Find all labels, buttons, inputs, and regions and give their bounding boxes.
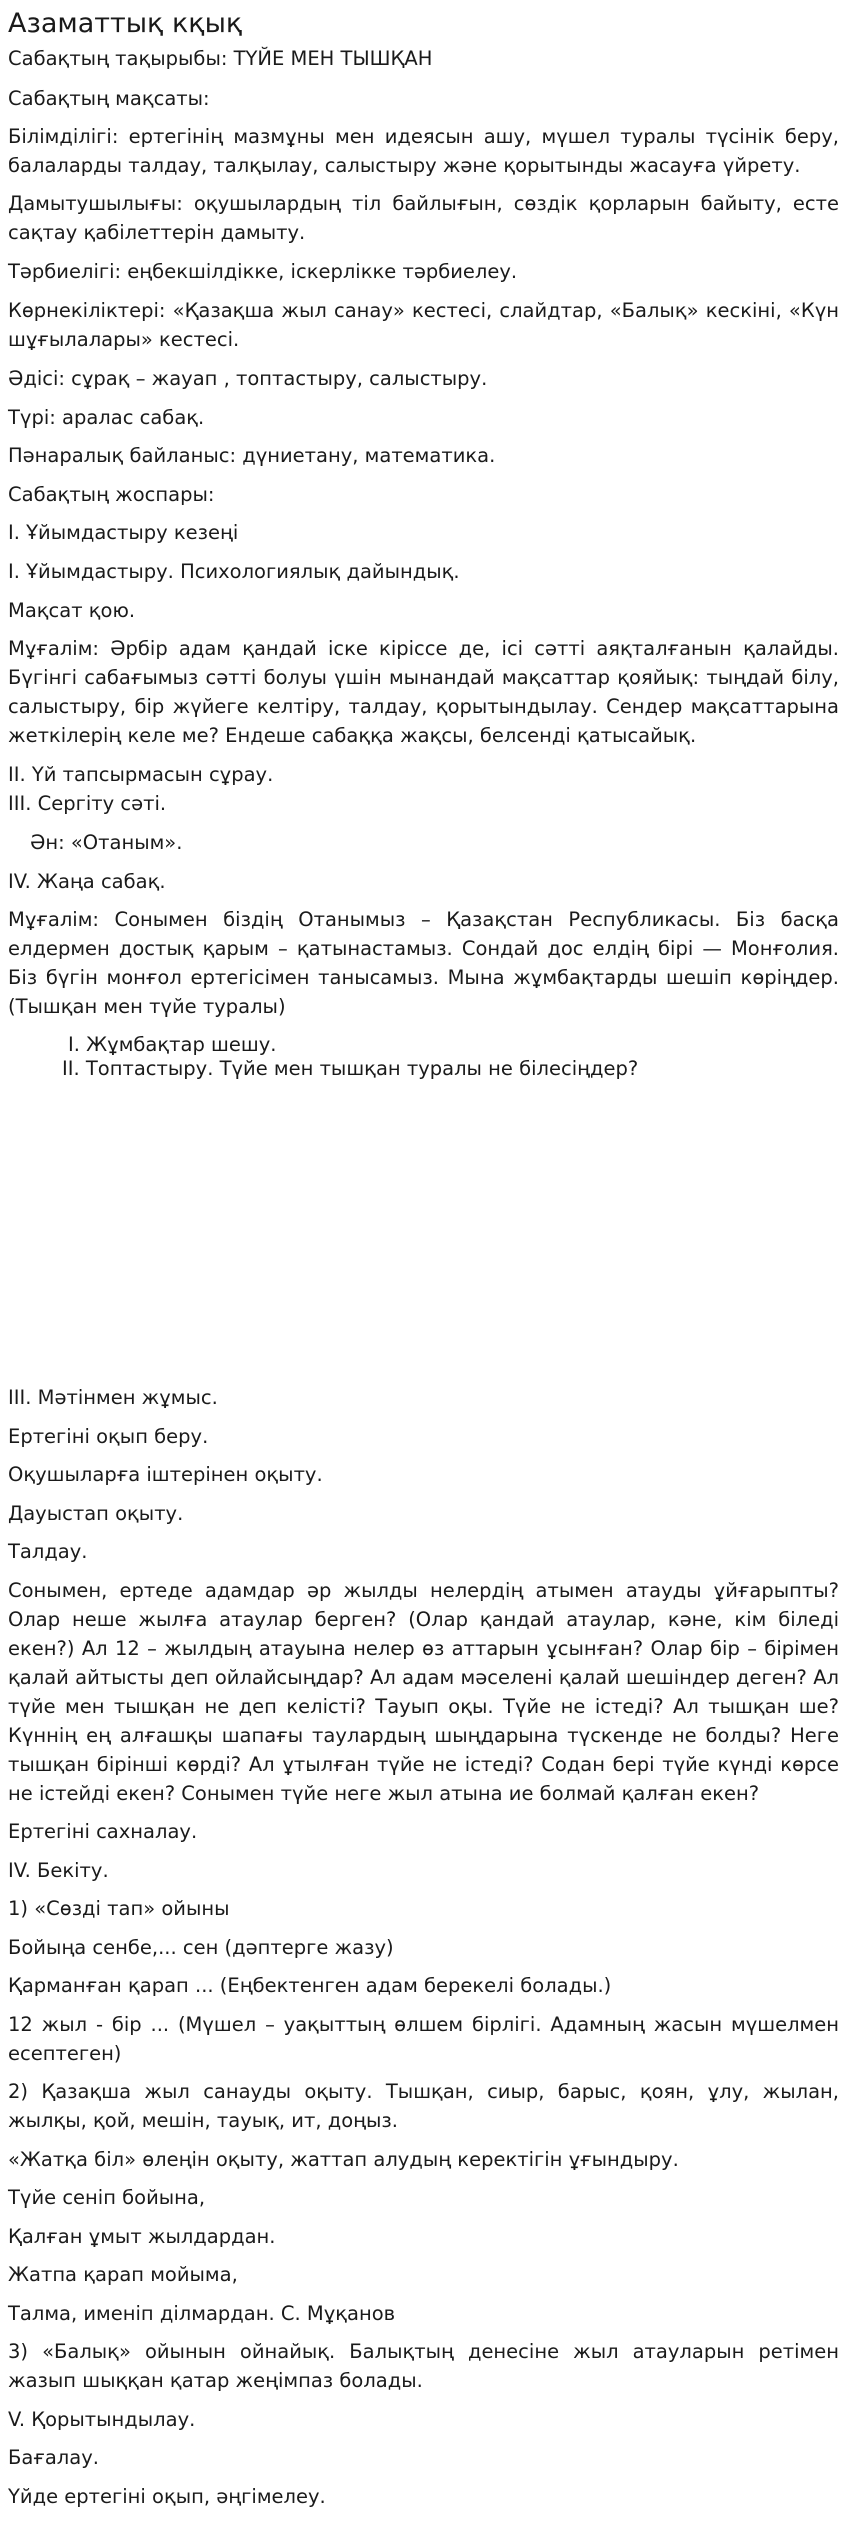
game-find-word-a: Бойыңа сенбе,... сен (дәптерге жазу)	[8, 1936, 394, 1959]
aloud-reading: Дауыстап оқыту.	[8, 1502, 184, 1525]
goal-developmental: Дамытушылығы: оқушылардың тіл байлығын, сөздік қорларын байыту, есте сақтау қабілеттерін дамыту.	[8, 192, 839, 244]
document-title: Азаматтық кқық	[8, 8, 243, 39]
game-find-word: 1) «Сөзді тап» ойыны	[8, 1897, 230, 1920]
analysis-questions: Сонымен, ертеде адамдар әр жылды нелердің атымен атауды ұйғарыпты? Олар неше жылға атаулар берген? (Олар қандай атаулар, кәне, кім біледі екен?) Ал 12 – жылдың атауына нелер өз аттарын ұсынған? Олар бір – бірімен қалай айтысты деп ойлайсыңдар? Ал адам мәселені қалай шешіндер деген? Ал түйе мен тышқан не деп келісті? Тауып оқы. Түйе не істеді? Ал тышқан ше? Күннің ең алғашқы шапағы таулардың шыңдарына түскенде не болды? Неге тышқан бірінші көрді? Ал ұтылған түйе не істеді? Содан бері түйе күнді көрсе не істейді екен? Сонымен түйе неге жыл атына ие болмай қалған екен?	[8, 1579, 839, 1805]
stage-text-work: III. Мәтінмен жұмыс.	[8, 1386, 218, 1409]
silent-reading: Оқушыларға іштерінен оқыту.	[8, 1463, 323, 1486]
teaching-method: Әдісі: сұрақ – жауап , топтастыру, салыстыру.	[8, 367, 488, 390]
year-count-item: 2) Қазақша жыл санауды оқыту. Тышқан, сиыр, барыс, қоян, ұлу, жылан, жылқы, қой, мешін, тауық, ит, доңыз.	[8, 2080, 839, 2132]
stage-new-lesson: IV. Жаңа сабақ.	[8, 870, 166, 893]
grading: Бағалау.	[8, 2446, 99, 2469]
goals-heading: Сабақтың мақсаты:	[8, 87, 210, 110]
tale-staging: Ертегіні сахналау.	[8, 1820, 198, 1843]
aim-setting: Мақсат қою.	[8, 599, 136, 622]
homework: Үйде ертегіні оқып, әңгімелеу.	[8, 2485, 326, 2508]
warmup-song: Ән: «Отаным».	[30, 831, 183, 854]
grouping-item: II. Топтастыру. Түйе мен тышқан туралы не білесіңдер?	[62, 1057, 639, 1080]
lesson-type: Түрі: аралас сабақ.	[8, 406, 205, 429]
interdisciplinary-links: Пәнаралық байланыс: дүниетану, математика.	[8, 444, 496, 467]
poem-line-2: Қалған ұмыт жылдардан.	[8, 2225, 276, 2248]
stage-warmup: III. Сергіту сәті.	[8, 792, 167, 815]
poem-line-1: Түйе сеніп бойына,	[8, 2186, 206, 2209]
lesson-topic: Сабақтың тақырыбы: ТҮЙЕ МЕН ТЫШҚАН	[8, 47, 433, 70]
fish-game-item: 3) «Балық» ойынын ойнайық. Балықтың денесіне жыл атауларын ретімен жазып шыққан қатар жеңімпаз болады.	[8, 2340, 839, 2392]
analysis-heading: Талдау.	[8, 1540, 88, 1563]
teacher-new-lesson-paragraph: Мұғалім: Сонымен біздің Отанымыз – Қазақстан Республикасы. Біз басқа елдермен достық қарым – қатынастамыз. Сондай дос елдің бірі — Монғолия. Біз бүгін монғол ертегісімен танысамыз. Мына жұмбақтарды шешіп көріңдер. (Тышқан мен түйе туралы)	[8, 908, 839, 1018]
goal-educational: Білімділігі: ертегінің мазмұны мен идеясын ашу, мүшел туралы түсінік беру, балаларды талдау, талқылау, салыстыру және қорытынды жасауға үйрету.	[8, 125, 839, 177]
goal-upbringing: Тәрбиелігі: еңбекшілдікке, іскерлікке тәрбиелеу.	[8, 260, 518, 283]
stage-homework-check: II. Үй тапсырмасын сұрау.	[8, 763, 274, 786]
stage-consolidation: IV. Бекіту.	[8, 1859, 109, 1882]
stage-organization: I. Ұйымдастыру кезеңі	[8, 521, 239, 544]
game-find-word-b: Қарманған қарап ... (Еңбектенген адам берекелі болады.)	[8, 1974, 612, 1997]
visual-aids: Көрнекіліктері: «Қазақша жыл санау» кестесі, слайдтар, «Балық» кескіні, «Күн шұғылалары» кестесі.	[8, 299, 839, 351]
poem-intro: «Жатқа біл» өлеңін оқыту, жаттап алудың керектігін ұғындыру.	[8, 2148, 679, 2171]
riddles-item: I. Жұмбақтар шешу.	[68, 1033, 277, 1056]
teacher-intro-paragraph: Мұғалім: Әрбір адам қандай іске кіріссе де, ісі сәтті аяқталғанын қалайды. Бүгінгі сабағымыз сәтті болуы үшін мынандай мақсаттар қояйық: тыңдай білу, салыстыру, бір жүйеге келтіру, талдау, қорытындылау. Сендер мақсаттарына жеткілерің келе ме? Ендеше сабаққа жақсы, белсенді қатысайық.	[8, 637, 839, 747]
stage-summary: V. Қорытындылау.	[8, 2408, 196, 2431]
plan-heading: Сабақтың жоспары:	[8, 483, 215, 506]
read-tale: Ертегіні оқып беру.	[8, 1425, 209, 1448]
poem-line-4: Талма, именіп ділмардан. С. Мұқанов	[8, 2302, 396, 2325]
stage-organization-psych: I. Ұйымдастыру. Психологиялық дайындық.	[8, 560, 460, 583]
poem-line-3: Жатпа қарап мойыма,	[8, 2263, 238, 2286]
game-find-word-c: 12 жыл - бір ... (Мүшел – уақыттың өлшем бірлігі. Адамның жасын мүшелмен есептеген)	[8, 2013, 839, 2065]
